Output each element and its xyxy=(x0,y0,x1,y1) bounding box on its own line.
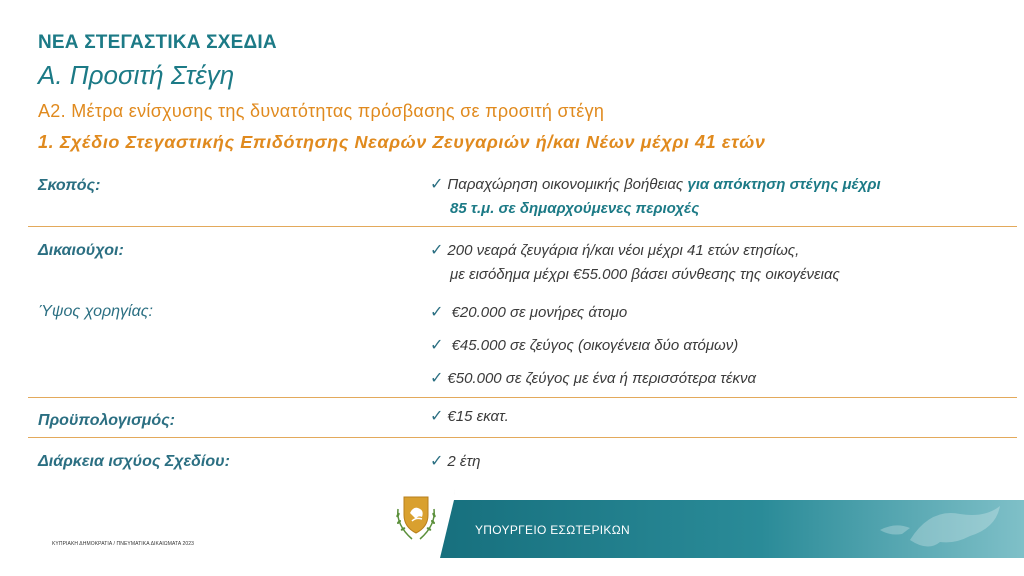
scheme-heading: 1. Σχέδιο Στεγαστικής Επιδότησης Νεαρών Ζευγαριών ή/και Νέων μέχρι 41 ετών xyxy=(38,132,766,152)
purpose-text-strong-2: 85 τ.μ. σε δημαρχούμενες περιοχές xyxy=(450,200,700,217)
divider xyxy=(28,437,1017,438)
purpose-label: Σκοπός: xyxy=(38,177,101,194)
purpose-text-strong: για απόκτηση στέγης μέχρι xyxy=(687,176,881,193)
beneficiaries-line-1 xyxy=(430,240,799,260)
check-icon: ✓ xyxy=(430,304,444,321)
grant-item xyxy=(430,335,738,355)
beneficiaries-label: Δικαιούχοι: xyxy=(38,242,124,259)
duration-line xyxy=(430,451,480,471)
grant-label: Ύψος χορηγίας: xyxy=(38,303,153,320)
slide-title: ΝΕΑ ΣΤΕΓΑΣΤΙΚΑ ΣΧΕΔΙΑ xyxy=(38,32,277,53)
budget-line xyxy=(430,406,509,426)
purpose-line-1 xyxy=(430,174,881,194)
grant-item xyxy=(430,302,627,322)
beneficiaries-line-2 xyxy=(430,266,840,283)
check-icon: ✓ xyxy=(430,176,444,193)
check-icon: ✓ xyxy=(430,453,444,470)
purpose-text-plain: Παραχώρηση οικονομικής βοήθειας xyxy=(447,176,688,193)
divider xyxy=(28,397,1017,398)
budget-value: €15 εκατ. xyxy=(447,408,509,425)
check-icon: ✓ xyxy=(430,370,444,387)
grant-item xyxy=(430,368,756,388)
section-heading: Α2. Μέτρα ενίσχυσης της δυνατότητας πρόσβασης σε προσιτή στέγη xyxy=(38,101,605,121)
budget-label: Προϋπολογισμός: xyxy=(38,412,175,429)
check-icon: ✓ xyxy=(430,337,444,354)
beneficiaries-text-2: με εισόδημα μέχρι €55.000 βάσει σύνθεσης της οικογένειας xyxy=(450,266,840,283)
copyright-text: ΚΥΠΡΙΑΚΗ ΔΗΜΟΚΡΑΤΙΑ / ΠΝΕΥΜΑΤΙΚΑ ΔΙΚΑΙΩΜΑΤΑ 2023 xyxy=(52,541,195,547)
slide-subtitle: Α. Προσιτή Στέγη xyxy=(38,60,235,90)
purpose-line-2 xyxy=(430,200,699,217)
divider xyxy=(28,226,1017,227)
duration-value: 2 έτη xyxy=(447,453,481,470)
check-icon: ✓ xyxy=(430,408,444,425)
ministry-name: ΥΠΟΥΡΓΕΙΟ ΕΣΩΤΕΡΙΚΩΝ xyxy=(475,523,630,537)
beneficiaries-text-1: 200 νεαρά ζευγάρια ή/και νέοι μέχρι 41 ετών ετησίως, xyxy=(447,242,800,259)
grant-item-text: €45.000 σε ζεύγος (οικογένεια δύο ατόμων) xyxy=(447,337,739,354)
check-icon: ✓ xyxy=(430,242,444,259)
grant-item-text: €20.000 σε μονήρες άτομο xyxy=(447,304,628,321)
duration-label: Διάρκεια ισχύος Σχεδίου: xyxy=(38,453,230,470)
grant-item-text: €50.000 σε ζεύγος με ένα ή περισσότερα τέκνα xyxy=(447,370,757,387)
